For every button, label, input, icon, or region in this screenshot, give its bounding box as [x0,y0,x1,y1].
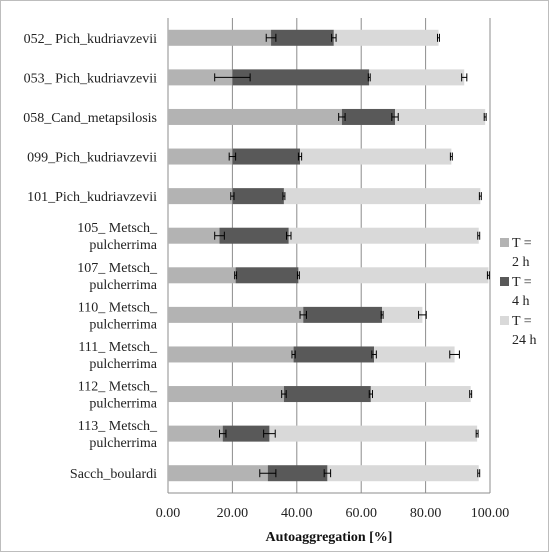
x-axis-title: Autoaggregation [%] [265,530,393,545]
grid-lines [168,18,490,493]
bar-segment [168,228,220,244]
category-label: 107_ Metsch_ [77,260,157,276]
legend-label: 4 h [512,294,530,309]
bar-segment [168,30,271,46]
category-label: 111_ Metsch_ [78,339,157,355]
legend-label: T = [512,236,532,251]
bar-segment [168,149,232,165]
bar-segment [168,346,294,362]
bar-segment [232,149,300,165]
bar-segment [303,307,382,323]
category-label: pulcherrima [89,317,157,333]
category-label: Sacch_boulardi [69,467,157,483]
bar-segment [168,465,268,481]
bar-segment [284,188,480,204]
x-tick-label: 0.00 [155,506,181,521]
bar-segment [369,69,464,85]
bar-segment [271,30,334,46]
bar-segment [374,346,455,362]
legend-swatch [500,316,509,325]
bar-segment [327,465,478,481]
category-label: 053_ Pich_kudriavzevii [23,71,157,87]
bar-segment [395,109,485,125]
legend-label: T = [512,314,532,329]
category-label: 113_ Metsch_ [77,419,157,435]
legend-label: T = [512,275,532,290]
category-label: 058_Cand_metapsilosis [23,110,157,126]
x-tick-label: 60.00 [345,506,377,521]
category-label: pulcherrima [89,356,157,372]
bar-segment [269,426,477,442]
bar-segment [168,386,284,402]
bar-segment [168,109,342,125]
bar-segment [232,69,369,85]
x-tick-label: 80.00 [409,506,442,521]
category-label: pulcherrima [89,436,157,452]
category-labels [23,32,158,482]
category-label: 110_ Metsch_ [77,300,157,316]
bar-segment [342,109,395,125]
bar-segment [371,386,471,402]
bar-segment [223,426,270,442]
bar-segment [268,465,328,481]
legend [500,236,537,348]
category-label: 099_Pich_kudriavzevii [27,150,157,166]
category-label: 052_ Pich_kudriavzevii [23,31,157,47]
bar-segment [236,267,299,283]
error-bars-layer [215,34,490,477]
legend-label: 2 h [512,255,530,270]
x-tick-label: 40.00 [281,506,313,521]
bars-layer [168,30,488,481]
bar-segment [168,267,236,283]
bar-segment [334,30,439,46]
bar-segment [298,267,488,283]
category-label: pulcherrima [89,277,157,293]
category-label: 101_Pich_kudriavzevii [27,190,157,206]
legend-swatch [500,238,509,247]
bar-segment [168,426,223,442]
legend-swatch [500,277,509,286]
bar-segment [382,307,422,323]
bar-segment [220,228,289,244]
bar-segment [289,228,479,244]
bar-segment [168,188,232,204]
bar-segment [168,307,303,323]
bar-segment [284,386,371,402]
legend-label: 24 h [512,333,537,348]
category-label: pulcherrima [89,238,157,254]
x-tick-label: 20.00 [216,506,249,521]
x-tick-label: 100.00 [470,506,510,521]
bar-segment [300,149,451,165]
category-label: 112_ Metsch_ [77,379,157,395]
category-label: pulcherrima [89,396,157,412]
category-label: 105_ Metsch_ [77,221,157,237]
x-tick-labels [156,506,510,521]
bar-segment [294,346,375,362]
bar-segment [232,188,284,204]
